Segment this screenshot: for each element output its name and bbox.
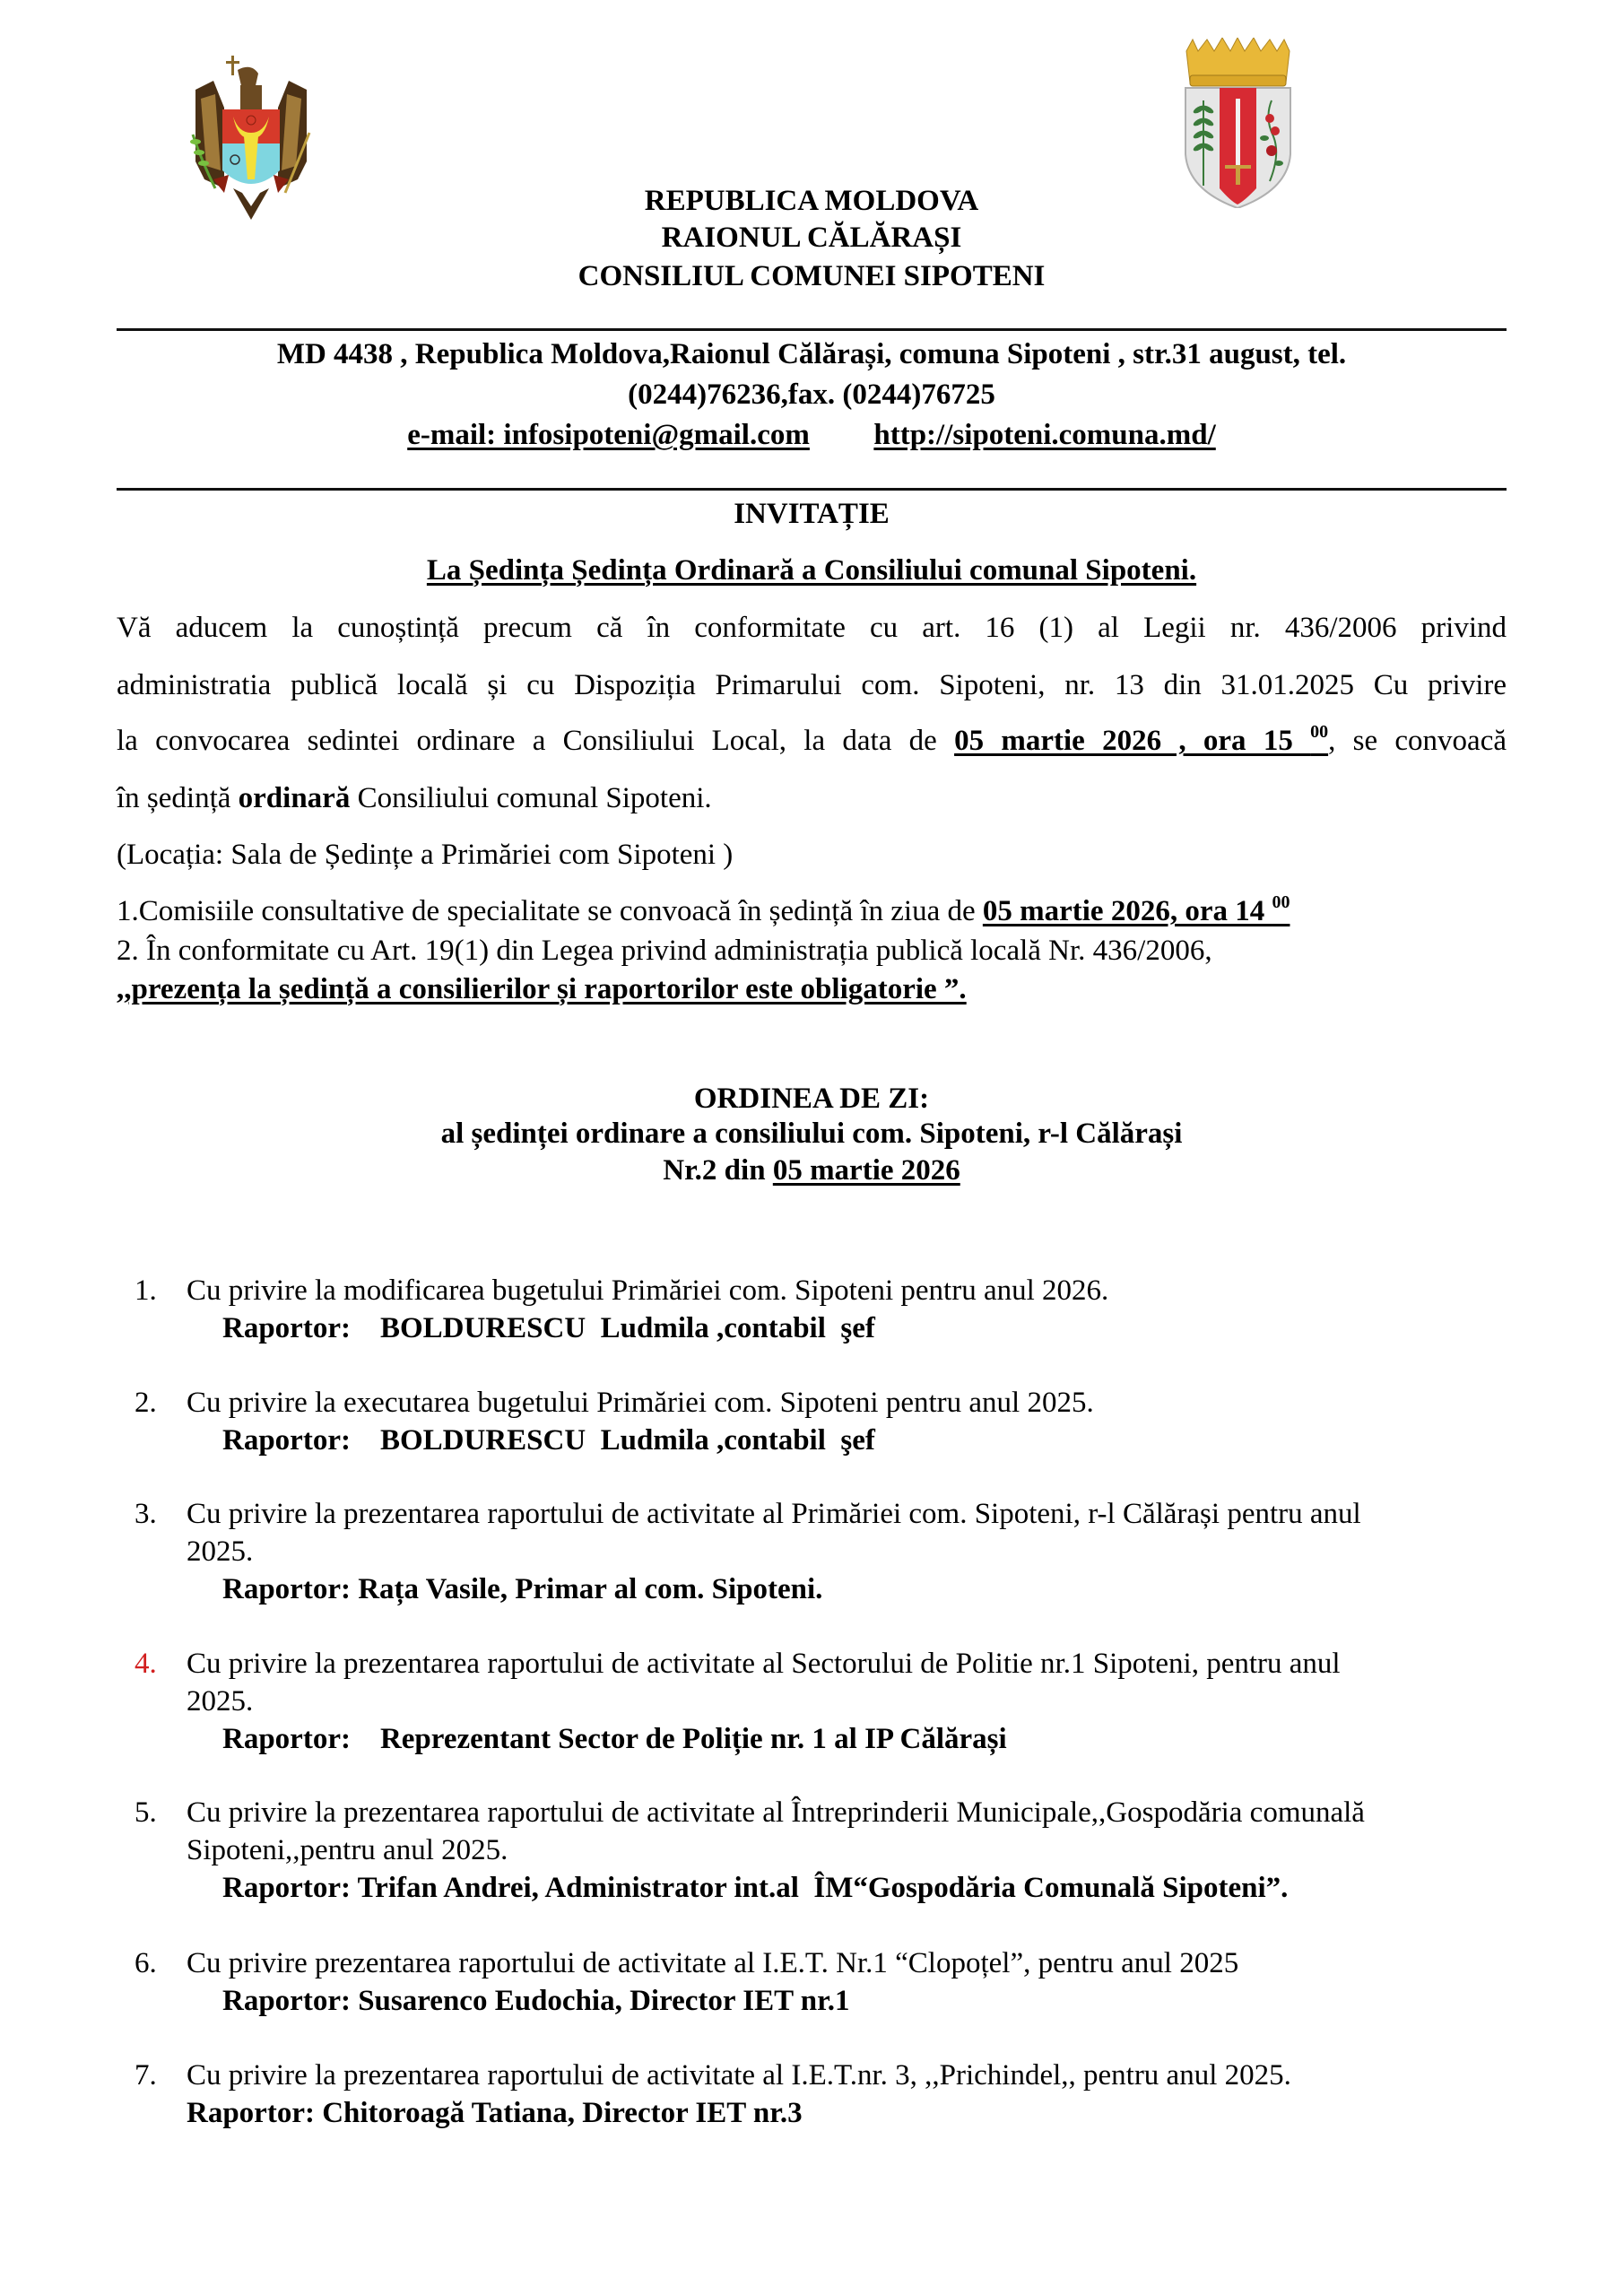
session-date	[954, 722, 1329, 757]
website-link[interactable]: http://sipoteni.comuna.md/	[873, 419, 1216, 451]
agenda-item-content	[187, 1944, 1514, 2020]
paragraph-line-4	[117, 780, 1507, 816]
note-committees	[117, 893, 1507, 929]
paragraph-line-4-start: în ședință	[117, 782, 239, 814]
invitation-subtitle	[117, 552, 1507, 588]
note-committees-text: 1.Comisiile consultative de specialitate se convoacă în ședință în ziua de	[117, 895, 983, 927]
header-divider-top	[117, 328, 1507, 331]
agenda-item-number: 3.	[135, 1498, 157, 1530]
header-phone-fax: (0244)76236,fax. (0244)76725	[628, 378, 995, 411]
agenda-title: ORDINEA DE ZI:	[693, 1083, 930, 1115]
header-country: REPUBLICA MOLDOVA	[644, 185, 979, 217]
agenda-item-number: 5.	[135, 1796, 157, 1829]
agenda-subtitle: al ședinței ordinare a consiliului com. Sipoteni, r-l Călărași	[440, 1118, 1183, 1150]
header-address: MD 4438 , Republica Moldova,Raionul Călărași, comuna Sipoteni , str.31 august, tel.	[276, 338, 1347, 370]
header-divider-bottom	[117, 488, 1507, 491]
agenda-item-text: Sipoteni,,pentru anul 2025.	[187, 1834, 508, 1866]
committees-time-minutes: 00	[1272, 892, 1290, 912]
location-line: (Locația: Sala de Ședințe a Primăriei com Sipoteni )	[117, 839, 734, 871]
agenda-item-content	[187, 1645, 1514, 1758]
header-council: CONSILIUL COMUNEI SIPOTENI	[578, 260, 1046, 292]
header-contacts	[117, 417, 1507, 453]
paragraph-line-4-end: Consiliului comunal Sipoteni.	[350, 782, 712, 814]
agenda-item-content	[187, 1272, 1514, 1347]
agenda-item-content	[187, 1495, 1514, 1608]
session-date-text: 05 martie 2026 , ora 15	[954, 725, 1311, 757]
agenda-item-raportor: Raportor: Reprezentant Sector de Poliție nr. 1 al IP Călărași	[222, 1723, 1007, 1755]
agenda-item-content	[187, 1384, 1514, 1459]
agenda-item-text: Cu privire la modificarea bugetului Primăriei com. Sipoteni pentru anul 2026.	[187, 1274, 1109, 1307]
agenda-item-number: 7.	[135, 2059, 157, 2092]
agenda-item-text: 2025.	[187, 1535, 254, 1568]
agenda-item-text: Cu privire la prezentarea raportului de activitate al Întreprinderii Municipale,,Gospodăria comunală	[187, 1796, 1365, 1829]
agenda-item-raportor: Raportor: BOLDURESCU Ludmila ,contabil şef	[222, 1312, 875, 1344]
paragraph-line-3-text: la convocarea sedintei ordinare a Consiliului Local, la data de	[117, 725, 955, 757]
agenda-item-raportor: Raportor: BOLDURESCU Ludmila ,contabil şef	[222, 1424, 875, 1457]
agenda-item-text: Cu privire la prezentarea raportului de activitate al Sectorului de Politie nr.1 Sipoteni, pentru anul	[187, 1648, 1341, 1680]
committees-date-text: 05 martie 2026, ora 14	[982, 895, 1272, 927]
paragraph-line-3-end: , se convoacă	[1328, 725, 1507, 757]
agenda-item-number: 6.	[135, 1947, 157, 1979]
agenda-date: 05 martie 2026	[772, 1154, 960, 1187]
agenda-item-number: 4.	[135, 1648, 157, 1680]
agenda-item-raportor: Raportor: Susarenco Eudochia, Director IET nr.1	[222, 1985, 850, 2017]
agenda-item-text: 2025.	[187, 1685, 254, 1718]
agenda-item-raportor: Raportor: Chitoroagă Tatiana, Director IET nr.3	[187, 2097, 803, 2129]
header-district: RAIONUL CĂLĂRAȘI	[661, 222, 962, 254]
ordinary-label: ordinară	[238, 782, 351, 814]
session-time-minutes: 00	[1310, 722, 1329, 742]
agenda-item-text: Cu privire la executarea bugetului Primăriei com. Sipoteni pentru anul 2025.	[187, 1387, 1094, 1419]
note-law: 2. În conformitate cu Art. 19(1) din Legea privind administrația publică locală Nr. 436/2006,	[117, 935, 1212, 967]
paragraph-line-3	[117, 723, 1507, 759]
agenda-item-raportor: Raportor: Rața Vasile, Primar al com. Sipoteni.	[222, 1573, 823, 1605]
agenda-number	[117, 1152, 1507, 1188]
paragraph-line-1: Vă aducem la cunoștință precum că în conformitate cu art. 16 (1) al Legii nr. 436/2006 privind	[117, 612, 1507, 644]
note-attendance-text: ,,prezența la ședință a consilierilor și raportorilor este obligatorie ”.	[117, 973, 967, 1005]
agenda-number-prefix: Nr.2 din	[663, 1154, 773, 1187]
agenda-item-text: Cu privire la prezentarea raportului de activitate al I.E.T.nr. 3, ,,Prichindel,, pentru anul 2025.	[187, 2059, 1291, 2092]
note-attendance	[117, 971, 1507, 1007]
agenda-item-text: Cu privire prezentarea raportului de activitate al I.E.T. Nr.1 “Clopoțel”, pentru anul 2025	[187, 1947, 1239, 1979]
agenda-item-content	[187, 2057, 1514, 2132]
committees-date	[982, 892, 1290, 927]
agenda-item-number: 1.	[135, 1274, 157, 1307]
invitation-title: INVITAȚIE	[734, 498, 890, 530]
invitation-subtitle-text: La Ședința Ședința Ordinară a Consiliului comunal Sipoteni.	[426, 554, 1197, 587]
agenda-item-content	[187, 1794, 1514, 1907]
agenda-item-raportor: Raportor: Trifan Andrei, Administrator int.al ÎM“Gospodăria Comunală Sipoteni”.	[222, 1872, 1289, 1904]
agenda-item-number: 2.	[135, 1387, 157, 1419]
agenda-item-text: Cu privire la prezentarea raportului de activitate al Primăriei com. Sipoteni, r-l Călărași pentru anul	[187, 1498, 1361, 1530]
email-link[interactable]: e-mail: infosipoteni@gmail.com	[407, 419, 810, 451]
paragraph-line-2: administratia publică locală și cu Dispoziția Primarului com. Sipoteni, nr. 13 din 31.01.2025 Cu privire	[117, 669, 1507, 701]
